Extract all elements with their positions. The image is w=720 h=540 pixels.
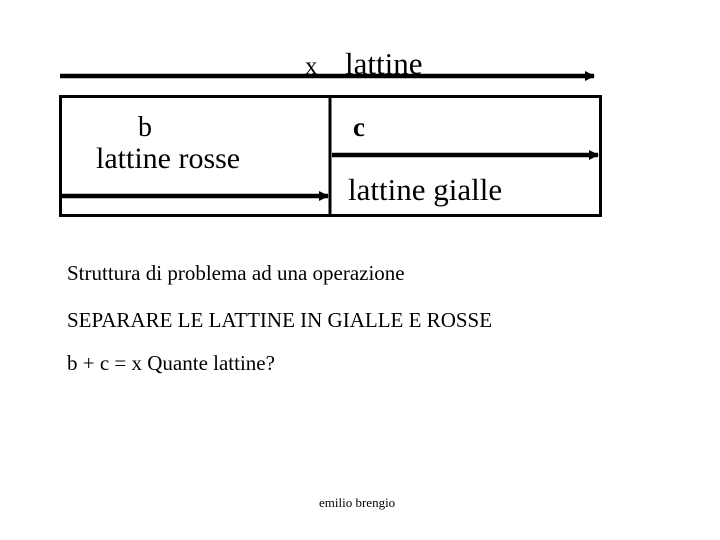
red-cans-label: lattine rosse (96, 142, 241, 175)
yellow-cans-label: lattine gialle (348, 172, 503, 207)
formula-question: b + c = x Quante lattine? (67, 351, 275, 375)
author-footer: emilio brengio (319, 495, 396, 510)
task-statement: SEPARARE LE LATTINE IN GIALLE E ROSSE (67, 308, 493, 332)
yellow-variable-label: c (353, 112, 365, 142)
total-cans-label: lattine (345, 46, 423, 81)
problem-title: Struttura di problema ad una operazione (67, 261, 405, 285)
red-variable-label: b (138, 112, 152, 143)
total-variable-label: x (305, 53, 318, 80)
